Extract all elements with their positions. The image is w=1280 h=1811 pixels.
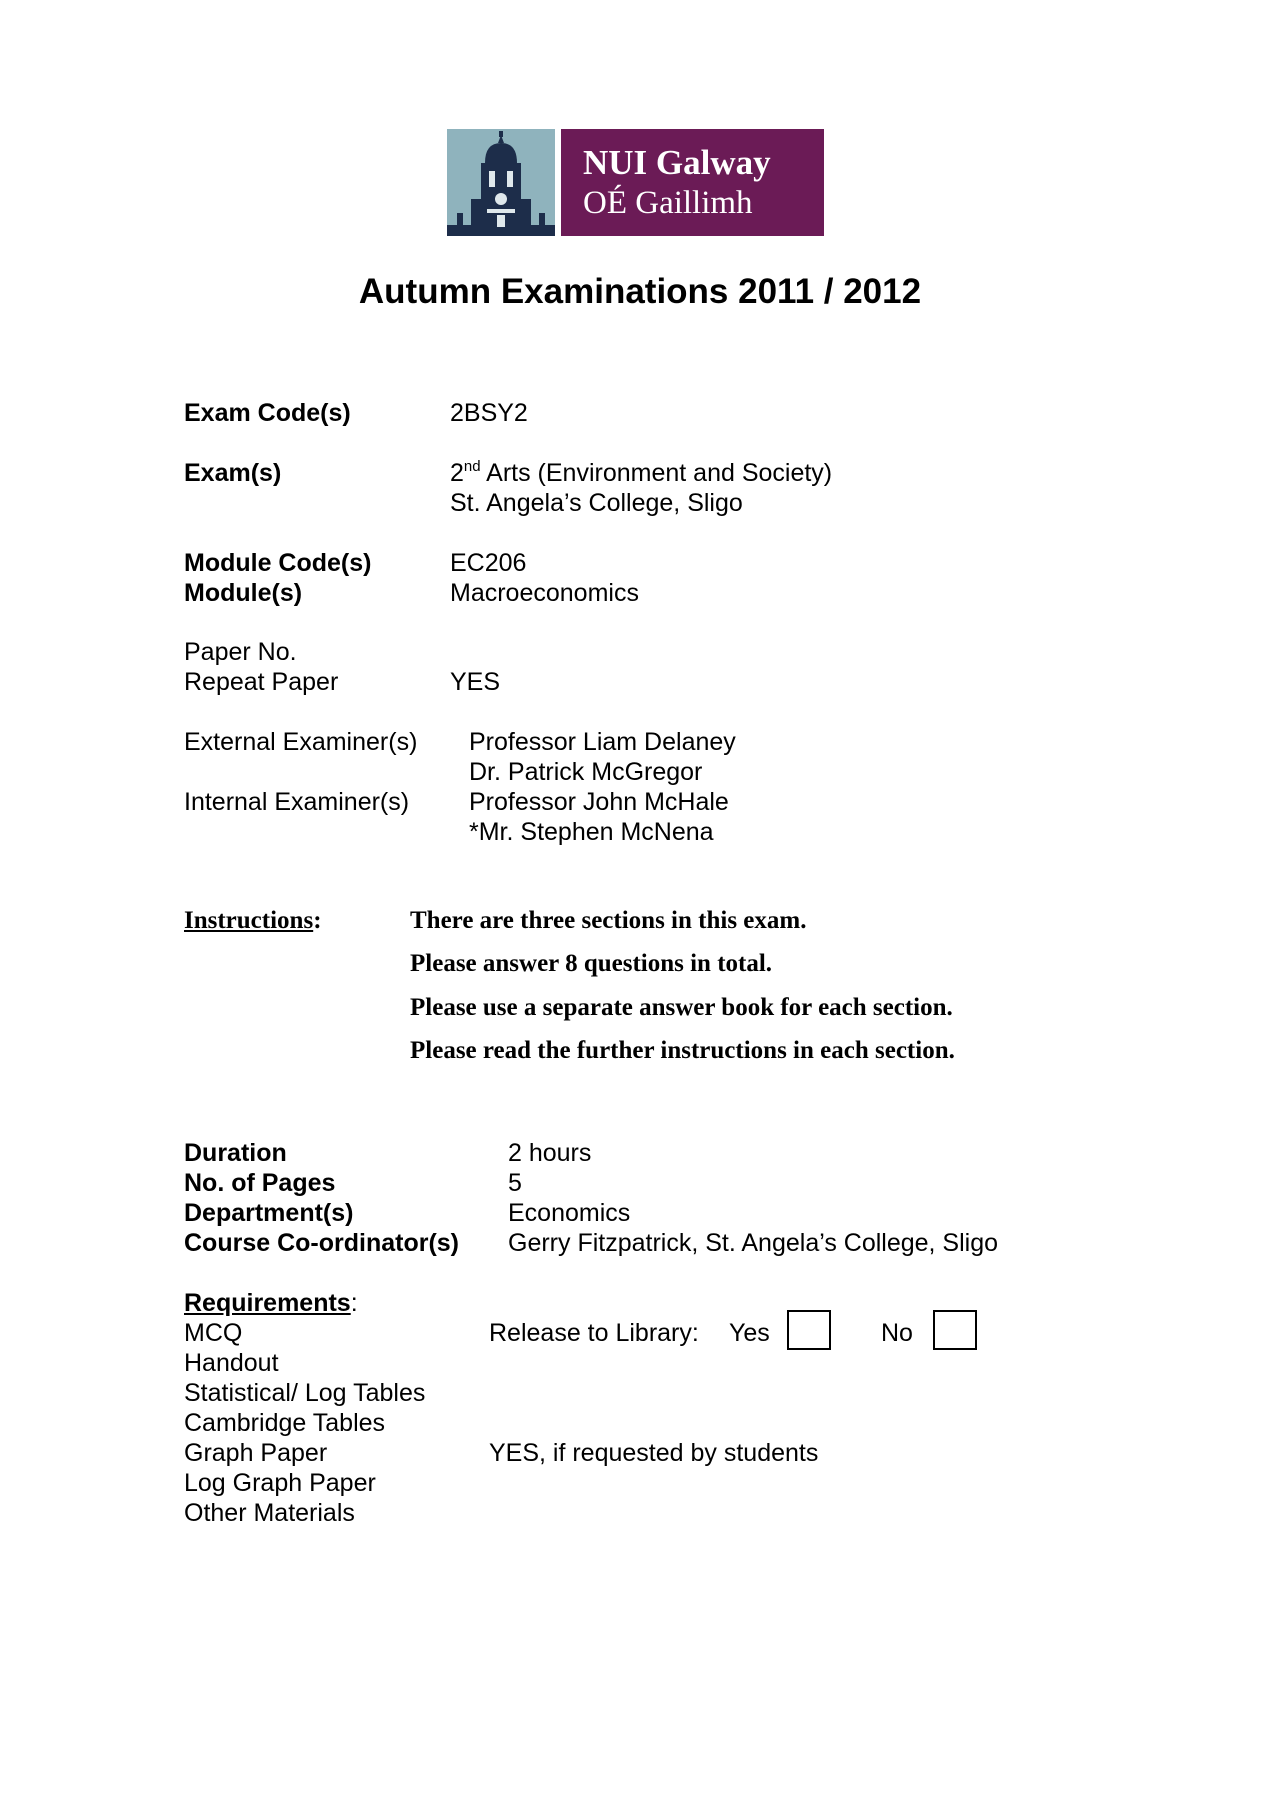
external-examiner-value: Dr. Patrick McGregor [469,758,703,786]
internal-examiner-label: Internal Examiner(s) [184,788,410,816]
release-yes-checkbox[interactable] [787,1310,831,1350]
external-examiner-value: Professor Liam Delaney [469,728,736,756]
department-value: Economics [508,1199,631,1227]
instruction-line: Please answer 8 questions in total. [410,950,773,977]
university-logo [561,129,824,236]
instruction-line: Please read the further instructions in each section. [410,1037,955,1064]
instruction-line: There are three sections in this exam. [410,907,807,934]
paper-no-label: Paper No. [184,638,297,666]
pages-value: 5 [508,1169,522,1197]
requirements-heading: Requirements: [184,1289,358,1317]
exams-value-line2: St. Angela’s College, Sligo [450,489,743,517]
exam-code-label: Exam Code(s) [184,399,351,427]
coordinator-label: Course Co-ordinator(s) [184,1229,459,1257]
department-label: Department(s) [184,1199,354,1227]
graph-paper-value: YES, if requested by students [489,1439,819,1467]
internal-examiner-value: *Mr. Stephen McNena [469,818,714,846]
release-yes-label: Yes [729,1319,770,1347]
internal-examiner-value: Professor John McHale [469,788,729,816]
module-value: Macroeconomics [450,579,639,607]
duration-label: Duration [184,1139,287,1167]
logo-tower-image [447,129,555,236]
exams-value: 2nd Arts (Environment and Society) [450,458,833,487]
instruction-line: Please use a separate answer book for each section. [410,994,953,1021]
release-no-label: No [881,1319,913,1347]
requirement-item: Graph Paper [184,1439,328,1467]
logo-line-english: NUI Galway [583,143,771,182]
logo-line-irish: OÉ Gaillimh [583,185,753,221]
requirement-item: Statistical/ Log Tables [184,1379,426,1407]
repeat-paper-label: Repeat Paper [184,668,339,696]
coordinator-value: Gerry Fitzpatrick, St. Angela’s College, Sligo [508,1229,999,1257]
repeat-paper-value: YES [450,668,501,696]
requirement-item: Other Materials [184,1499,355,1527]
pages-label: No. of Pages [184,1169,336,1197]
exam-code-value: 2BSY2 [450,399,528,427]
duration-value: 2 hours [508,1139,592,1167]
module-label: Module(s) [184,579,303,607]
module-code-label: Module Code(s) [184,549,372,577]
external-examiner-label: External Examiner(s) [184,728,418,756]
requirement-item: Log Graph Paper [184,1469,376,1497]
release-to-library-label: Release to Library: [489,1319,699,1347]
module-code-value: EC206 [450,549,527,577]
instructions-heading: Instructions: [184,907,322,934]
exams-label: Exam(s) [184,459,282,487]
release-no-checkbox[interactable] [933,1310,977,1350]
requirement-item: Cambridge Tables [184,1409,386,1437]
tower-icon [447,129,555,236]
requirement-item: MCQ [184,1319,243,1347]
requirement-item: Handout [184,1349,279,1377]
page-title: Autumn Examinations 2011 / 2012 [358,272,922,311]
